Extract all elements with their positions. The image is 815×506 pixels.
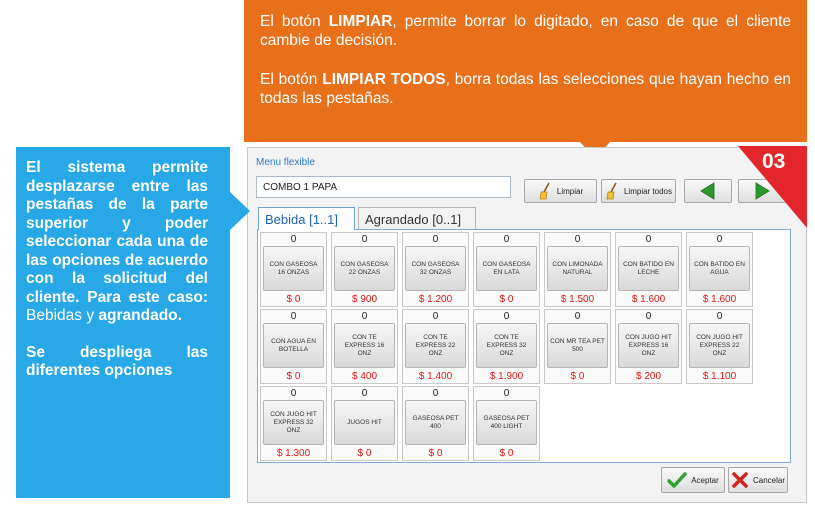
product-quantity: 0 xyxy=(432,388,439,399)
accept-button-label: Aceptar xyxy=(691,475,719,485)
product-cell xyxy=(473,309,540,384)
product-price: $ 1.200 xyxy=(418,294,453,305)
product-button[interactable]: CON JUGO HIT EXPRESS 22 ONZ xyxy=(689,323,750,368)
product-button[interactable]: CON GASEOSA 22 ONZAS xyxy=(334,246,395,291)
product-button[interactable]: CON AGUA EN BOTELLA xyxy=(263,323,324,368)
blue-callout-text-1: El sistema permite desplazarse entre las pestañas de la parte superior y poder seleccionar cada una de las opciones de acuerdo con la solicitud del cliente. Para este caso: Bebidas y agrandado. xyxy=(26,159,208,324)
product-cell xyxy=(331,309,398,384)
arrow-left-icon xyxy=(698,182,718,200)
product-cell xyxy=(473,386,540,461)
menu-flexible-dialog xyxy=(247,147,807,503)
product-quantity: 0 xyxy=(290,234,297,245)
product-price: $ 0 xyxy=(286,294,301,305)
product-quantity: 0 xyxy=(432,311,439,322)
product-quantity: 0 xyxy=(645,234,652,245)
tab-panel xyxy=(257,229,791,463)
product-price: $ 1.600 xyxy=(702,294,737,305)
product-grid xyxy=(260,232,753,461)
product-quantity: 0 xyxy=(290,311,297,322)
product-quantity: 0 xyxy=(716,311,723,322)
clear-button[interactable] xyxy=(524,179,597,203)
tab-agrandado[interactable]: Agrandado [0..1] xyxy=(358,207,476,229)
product-button[interactable]: CON JUGO HIT EXPRESS 32 ONZ xyxy=(263,400,324,445)
previous-tab-button[interactable] xyxy=(684,179,732,203)
product-cell xyxy=(331,232,398,307)
product-price: $ 1.500 xyxy=(560,294,595,305)
product-button[interactable]: CON LIMONADA NATURAL xyxy=(547,246,608,291)
product-price: $ 0 xyxy=(570,371,585,382)
orange-callout xyxy=(244,0,807,142)
product-quantity: 0 xyxy=(361,311,368,322)
product-cell xyxy=(260,309,327,384)
product-price: $ 1.100 xyxy=(702,371,737,382)
accept-button[interactable] xyxy=(661,467,725,493)
product-cell xyxy=(402,386,469,461)
product-price: $ 1.600 xyxy=(631,294,666,305)
product-price: $ 1.900 xyxy=(489,371,524,382)
orange-callout-text-1: El botón LIMPIAR, permite borrar lo digitado, en caso de que el cliente cambie de decisión. xyxy=(260,13,791,49)
product-button[interactable]: CON MR TEA PET 500 xyxy=(547,323,608,368)
product-quantity: 0 xyxy=(574,311,581,322)
product-cell xyxy=(260,232,327,307)
cancel-button[interactable] xyxy=(728,467,788,493)
broom-icon xyxy=(538,182,554,200)
product-cell xyxy=(615,309,682,384)
product-price: $ 1.400 xyxy=(418,371,453,382)
tab-bebida[interactable]: Bebida [1..1] xyxy=(258,207,355,230)
product-cell xyxy=(544,309,611,384)
combo-name-field: COMBO 1 PAPA xyxy=(256,176,511,198)
product-button[interactable]: CON JUGO HIT EXPRESS 16 ONZ xyxy=(618,323,679,368)
blue-callout xyxy=(16,147,230,498)
product-price: $ 1.300 xyxy=(276,448,311,459)
blue-callout-pointer xyxy=(230,192,250,230)
product-quantity: 0 xyxy=(503,388,510,399)
product-button[interactable]: CON TE EXPRESS 16 ONZ xyxy=(334,323,395,368)
product-button[interactable]: GASEOSA PET 400 xyxy=(405,400,466,445)
clear-all-button-label: Limpiar todos xyxy=(623,186,673,196)
product-cell xyxy=(331,386,398,461)
product-cell xyxy=(686,232,753,307)
product-quantity: 0 xyxy=(503,234,510,245)
blue-callout-text-2: Se despliega las diferentes opciones xyxy=(26,343,208,379)
product-price: $ 900 xyxy=(351,294,378,305)
product-cell xyxy=(402,232,469,307)
product-button[interactable]: CON TE EXPRESS 22 ONZ xyxy=(405,323,466,368)
product-price: $ 0 xyxy=(357,448,372,459)
product-quantity: 0 xyxy=(290,388,297,399)
orange-callout-text-2: El botón LIMPIAR TODOS, borra todas las selecciones que hayan hecho en todas las pestañas. xyxy=(260,71,792,107)
dialog-title: Menu flexible xyxy=(256,157,315,168)
product-price: $ 0 xyxy=(499,294,514,305)
product-cell xyxy=(615,232,682,307)
product-button[interactable]: GASEOSA PET 400 LIGHT xyxy=(476,400,537,445)
product-button[interactable]: CON BATIDO EN LECHE xyxy=(618,246,679,291)
product-cell xyxy=(544,232,611,307)
close-icon xyxy=(731,471,749,489)
product-price: $ 0 xyxy=(428,448,443,459)
product-quantity: 0 xyxy=(361,388,368,399)
product-button[interactable]: CON TE EXPRESS 32 ONZ xyxy=(476,323,537,368)
product-price: $ 200 xyxy=(635,371,662,382)
product-button[interactable]: JUGOS HIT xyxy=(334,400,395,445)
product-cell xyxy=(402,309,469,384)
cancel-button-label: Cancelar xyxy=(752,475,785,485)
product-price: $ 0 xyxy=(286,371,301,382)
product-button[interactable]: CON GASEOSA 16 ONZAS xyxy=(263,246,324,291)
product-button[interactable]: CON GASEOSA 32 ONZAS xyxy=(405,246,466,291)
product-button[interactable]: CON GASEOSA EN LATA xyxy=(476,246,537,291)
step-badge-number: 03 xyxy=(762,150,786,173)
product-quantity: 0 xyxy=(645,311,652,322)
product-cell xyxy=(260,386,327,461)
product-quantity: 0 xyxy=(432,234,439,245)
broom-icon xyxy=(605,182,621,200)
product-cell xyxy=(686,309,753,384)
checkmark-icon xyxy=(667,471,687,489)
product-quantity: 0 xyxy=(574,234,581,245)
product-price: $ 0 xyxy=(499,448,514,459)
product-quantity: 0 xyxy=(361,234,368,245)
product-price: $ 400 xyxy=(351,371,378,382)
clear-all-button[interactable] xyxy=(601,179,676,203)
clear-button-label: Limpiar xyxy=(556,186,584,196)
product-button[interactable]: CON BATIDO EN AGUA xyxy=(689,246,750,291)
product-cell xyxy=(473,232,540,307)
product-quantity: 0 xyxy=(503,311,510,322)
product-quantity: 0 xyxy=(716,234,723,245)
